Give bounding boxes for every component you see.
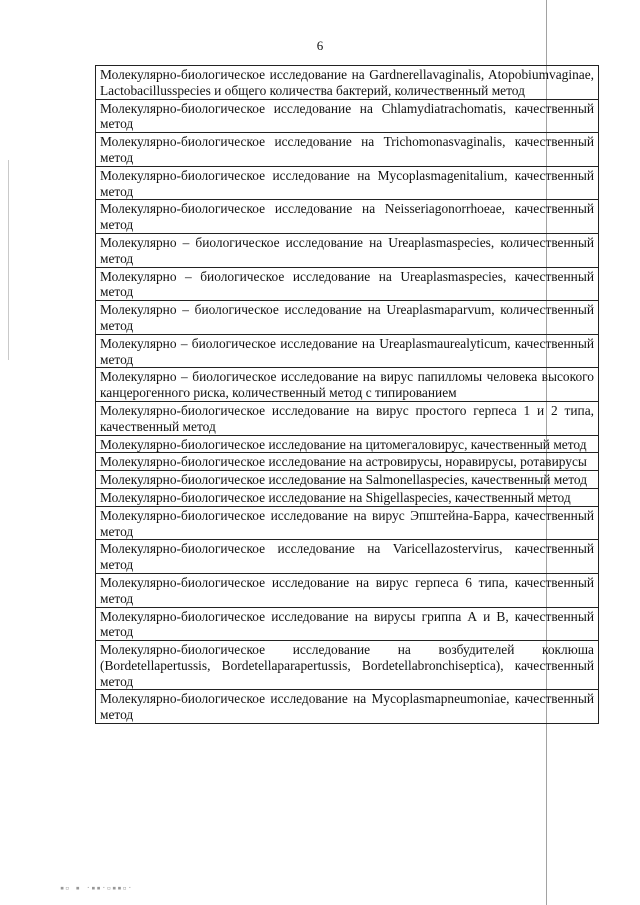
service-cell: Молекулярно-биологическое исследование на возбудителей коклюша (Bordetellapertussis, Bordetellaparapertussis, Bordetellabronchisеptica), качественный метод: [96, 641, 599, 690]
service-cell: Молекулярно – биологическое исследование на Ureaplasmaspecies, качественный метод: [96, 267, 599, 301]
scan-noise: ▪▫ ▪ ·▪▪·▫▪▪▫·: [60, 884, 134, 892]
scan-edge-mark: [8, 160, 9, 360]
table-row: [96, 401, 599, 435]
service-cell: Молекулярно – биологическое исследование на Ureaplasmaparvum, количественный метод: [96, 301, 599, 335]
table-row: [96, 334, 599, 368]
table-row: [96, 690, 599, 724]
services-table: [95, 65, 599, 724]
service-cell: Молекулярно – биологическое исследование на вирус папилломы человека высокого канцерогенного риска, количественный метод с типированием: [96, 368, 599, 402]
page-number: 6: [316, 38, 324, 53]
table-row: [96, 506, 599, 540]
table-row: [96, 573, 599, 607]
table-row: [96, 301, 599, 335]
service-cell: Молекулярно-биологическое исследование на Trichomonasvaginalis, качественный метод: [96, 133, 599, 167]
service-cell: Молекулярно – биологическое исследование на Ureaplasmaspecies, количественный метод: [96, 233, 599, 267]
service-cell: Молекулярно-биологическое исследование на Varicellazostervirus, качественный метод: [96, 540, 599, 574]
table-row: [96, 540, 599, 574]
table-row: [96, 471, 599, 489]
service-cell: Молекулярно-биологическое исследование на вирус герпеса 6 типа, качественный метод: [96, 573, 599, 607]
service-cell: Молекулярно-биологическое исследование на Neisseriagonorrhoeae, качественный метод: [96, 200, 599, 234]
table-row: [96, 453, 599, 471]
table-row: [96, 99, 599, 133]
table-row: [96, 488, 599, 506]
table-row: [96, 267, 599, 301]
service-cell: Молекулярно-биологическое исследование на вирус Эпштейна-Барра, качественный метод: [96, 506, 599, 540]
service-cell: Молекулярно-биологическое исследование на Gardnerellavaginalis, Atopobiumvaginae, Lactobacillusspecies и общего количества бактерий, количественный метод: [96, 66, 599, 100]
service-cell: Молекулярно-биологическое исследование на Salmonellaspecies, качественный метод: [96, 471, 599, 489]
service-cell: Молекулярно-биологическое исследование на Chlamydiatrachomatis, качественный метод: [96, 99, 599, 133]
service-cell: Молекулярно-биологическое исследование на Mycoplasmapneumoniae, качественный метод: [96, 690, 599, 724]
table-row: [96, 133, 599, 167]
table-row: [96, 368, 599, 402]
service-cell: Молекулярно-биологическое исследование на вирус простого герпеса 1 и 2 типа, качественный метод: [96, 401, 599, 435]
service-cell: Молекулярно-биологическое исследование на вирусы гриппа А и В, качественный метод: [96, 607, 599, 641]
services-table-container: [95, 65, 599, 724]
table-row: [96, 200, 599, 234]
service-cell: Молекулярно-биологическое исследование на Mycoplasmagenitalium, качественный метод: [96, 166, 599, 200]
table-row: [96, 66, 599, 100]
service-cell: Молекулярно-биологическое исследование на астровирусы, норавирусы, ротавирусы: [96, 453, 599, 471]
service-cell: Молекулярно – биологическое исследование на Ureaplasmaurealyticum, качественный метод: [96, 334, 599, 368]
table-row: [96, 435, 599, 453]
table-row: [96, 166, 599, 200]
table-row: [96, 641, 599, 690]
service-cell: Молекулярно-биологическое исследование на Shigellaspecies, качественный метод: [96, 488, 599, 506]
table-row: [96, 233, 599, 267]
services-table-body: [96, 66, 599, 724]
service-cell: Молекулярно-биологическое исследование на цитомегаловирус, качественный метод: [96, 435, 599, 453]
table-row: [96, 607, 599, 641]
